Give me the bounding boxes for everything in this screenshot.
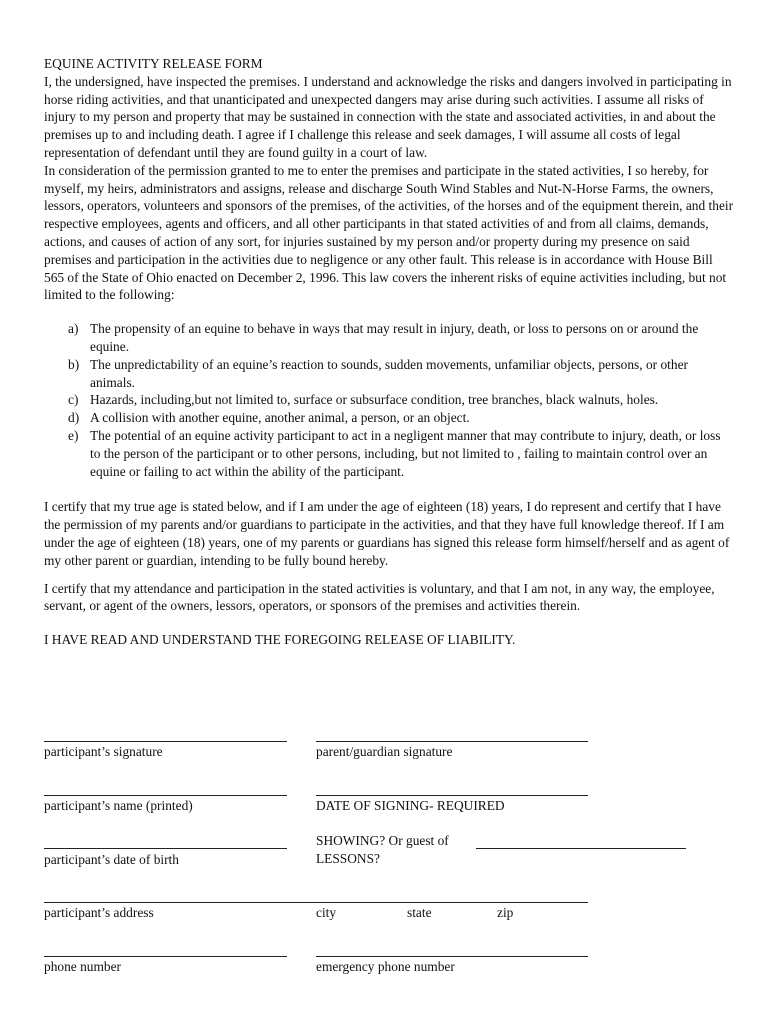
paragraph-consideration: In consideration of the permission granted to me to enter the premises and participate in the stated activities, I so hereby, for myself, my heirs, administrators and assigns, release and discharge South Wind Stables and Nut-N-Horse Farms, the owners, lessors, operators, volunteers and sponsors of the premises, of the activities, of the horses and of the equipment therein, and their respective employees, agents and officers, and all other participants in that stated activities of and from all claims, demands, actions, and causes of action of any sort, for injuries sustained by my person and/or property during my presence on said premises and participation in the activities due to negligence or any other fault. This release is in accordance with House Bill 565 of the State of Ohio enacted on December 2, 1996. This law covers the inherent risks of equine activities including, but not limited to the following: [44, 162, 734, 303]
participant-signature-line[interactable] [44, 741, 287, 742]
parent-signature-label: parent/guardian signature [316, 744, 453, 759]
list-item [44, 409, 734, 427]
participant-name-line[interactable] [44, 795, 287, 796]
list-item [44, 391, 734, 409]
phone-line[interactable] [44, 956, 287, 957]
list-item-label: c) [68, 392, 79, 408]
address-line[interactable] [44, 902, 588, 903]
guest-of-line[interactable] [476, 848, 686, 849]
list-item-label: d) [68, 410, 80, 426]
paragraph-inspection: I, the undersigned, have inspected the premises. I understand and acknowledge the risks and dangers involved in participating in horse riding activities, and that unanticipated and unexpected dangers may arise during such activities. I assume all risks of injury to my person and property that may be sustained in connection with the state and associated activities, in and about the premises up to and including death. I agree if I challenge this release and seek damages, I will assume all costs of legal representation of defendant until they are found guilty in a court of law. [44, 73, 732, 160]
release-form-body [44, 55, 734, 649]
emergency-phone-line[interactable] [316, 956, 588, 957]
parent-signature-line[interactable] [316, 741, 588, 742]
dob-line[interactable] [44, 848, 287, 849]
list-item-text: A collision with another equine, another animal, a person, or an object. [90, 410, 470, 426]
list-item-label: a) [68, 321, 79, 337]
risk-list [44, 320, 734, 480]
list-item [44, 320, 734, 356]
list-item-text: The propensity of an equine to behave in ways that may result in injury, death, or loss to persons on or around the equine. [90, 321, 699, 354]
list-item [44, 356, 734, 392]
list-item [44, 427, 734, 480]
phone-label: phone number [44, 959, 121, 974]
participant-signature-label: participant’s signature [44, 744, 163, 759]
state-label: state [407, 905, 432, 920]
paragraph-age-certification: I certify that my true age is stated below, and if I am under the age of eighteen (18) years, I do represent and certify that I have the permission of my parents and/or guardians to participate in the activities, and that they have full knowledge thereof. If I am under the age of eighteen (18) years, one of my parents or guardians has signed this release form himself/herself and as agent of my other parent or guardian, intending to be fully bound hereby. [44, 499, 730, 568]
list-item-label: b) [68, 356, 80, 372]
list-item-text: The unpredictability of an equine’s reaction to sounds, sudden movements, unfamiliar objects, persons, or other animals. [90, 356, 688, 390]
zip-label: zip [497, 905, 514, 920]
paragraph-voluntary: I certify that my attendance and participation in the stated activities is voluntary, and that I am not, in any way, the employee, servant, or agent of the owners, lessors, operators, or sponsors of the premises and activities therein. [44, 580, 715, 614]
lessons-label: LESSONS? [316, 851, 380, 866]
address-label: participant’s address [44, 905, 154, 920]
list-item-text: Hazards, including,but not limited to, surface or subsurface condition, tree branches, black walnuts, holes. [90, 392, 659, 408]
list-item-text: The potential of an equine activity participant to act in a negligent manner that may contribute to injury, death, or loss to the person of the participant or to other persons, including, but not limited to , failing to maintain control over an equine or failing to act within the ability of the participant. [90, 427, 721, 479]
list-item-label: e) [68, 427, 79, 443]
acknowledgement-heading: I HAVE READ AND UNDERSTAND THE FOREGOING RELEASE OF LIABILITY. [44, 632, 516, 648]
dob-label: participant’s date of birth [44, 852, 179, 867]
form-title: EQUINE ACTIVITY RELEASE FORM [44, 56, 263, 71]
emergency-phone-label: emergency phone number [316, 959, 455, 974]
city-label: city [316, 905, 337, 920]
date-signing-line[interactable] [316, 795, 588, 796]
showing-label: SHOWING? Or guest of [316, 833, 449, 848]
participant-name-label: participant’s name (printed) [44, 798, 193, 813]
date-signing-label: DATE OF SIGNING- REQUIRED [316, 798, 505, 813]
